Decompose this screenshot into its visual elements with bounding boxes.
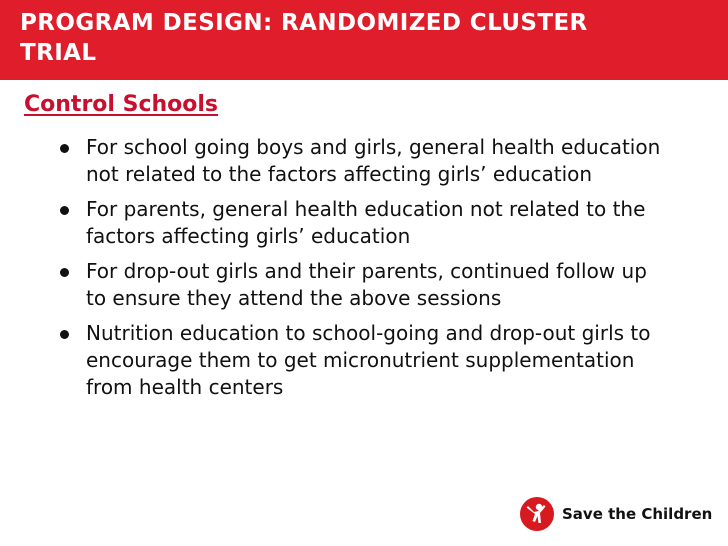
logo-text: Save the Children xyxy=(562,505,713,523)
bullet-text: For school going boys and girls, general health education not related to the factors affecting girls’ education xyxy=(86,135,661,186)
bullet-item xyxy=(58,258,668,312)
bullet-text: Nutrition education to school-going and drop-out girls to encourage them to get micronutrient supplementation from health centers xyxy=(86,321,651,399)
bullet-icon xyxy=(60,144,69,153)
title-bar xyxy=(0,0,728,80)
section-heading: Control Schools xyxy=(24,92,219,117)
bullet-list xyxy=(58,134,668,409)
save-the-children-logo xyxy=(520,496,712,532)
bullet-icon xyxy=(60,268,69,277)
bullet-icon xyxy=(60,206,69,215)
bullet-item xyxy=(58,134,668,188)
bullet-item xyxy=(58,196,668,250)
bullet-text: For drop-out girls and their parents, continued follow up to ensure they attend the above sessions xyxy=(86,259,647,310)
save-the-children-emblem-icon xyxy=(520,497,554,531)
slide-title: PROGRAM DESIGN: RANDOMIZED CLUSTER TRIAL xyxy=(20,10,588,66)
bullet-text: For parents, general health education not related to the factors affecting girls’ education xyxy=(86,197,646,248)
bullet-icon xyxy=(60,330,69,339)
bullet-item xyxy=(58,320,668,401)
